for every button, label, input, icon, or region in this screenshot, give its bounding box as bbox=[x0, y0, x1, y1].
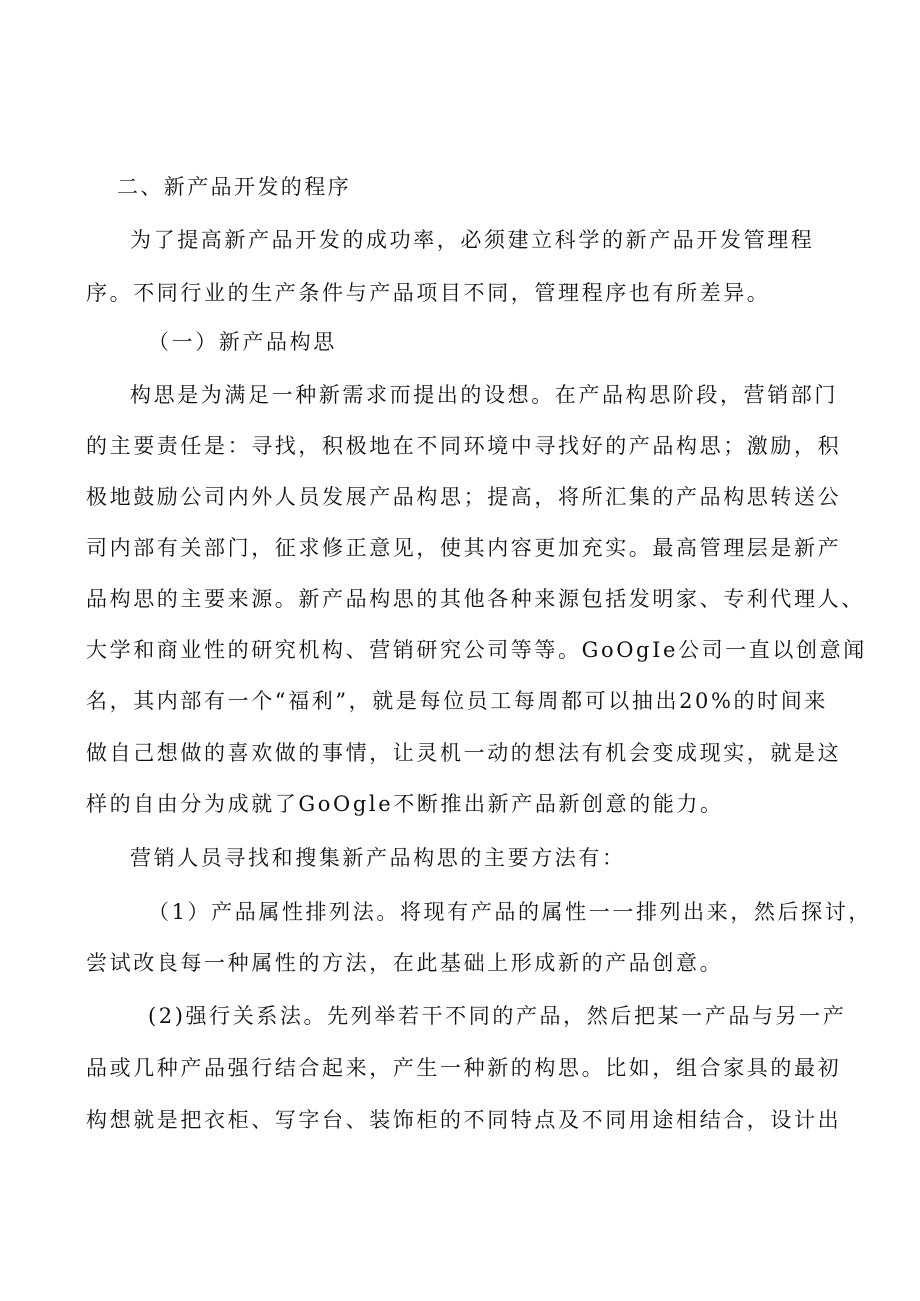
concept-line-6: 大学和商业性的研究机构、营销研究公司等等。GoOgIe公司一直以创意闻 bbox=[86, 638, 867, 662]
section-heading: 二、新产品开发的程序 bbox=[117, 175, 351, 199]
method-2-line-1: (2)强行关系法。先列举若干不同的产品，然后把某一产品与另一产 bbox=[148, 1004, 847, 1028]
methods-intro: 营销人员寻找和搜集新产品构思的主要方法有： bbox=[130, 846, 626, 870]
intro-line-2: 序。不同行业的生产条件与产品项目不同，管理程序也有所差异。 bbox=[86, 281, 771, 305]
intro-line-1: 为了提高新产品开发的成功率，必须建立科学的新产品开发管理程 bbox=[130, 228, 815, 252]
concept-line-5: 品构思的主要来源。新产品构思的其他各种来源包括发明家、专利代理人、 bbox=[86, 587, 865, 611]
subsection-heading: （一）新产品构思 bbox=[148, 330, 337, 354]
concept-line-8: 做自己想做的喜欢做的事情，让灵机一动的想法有机会变成现实，就是这 bbox=[86, 741, 842, 765]
method-1-line-2: 尝试改良每一种属性的方法，在此基础上形成新的产品创意。 bbox=[86, 951, 724, 975]
concept-line-7: 名，其内部有一个“福利”，就是每位员工每周都可以抽出20%的时间来 bbox=[86, 689, 828, 713]
concept-line-3: 极地鼓励公司内外人员发展产品构思；提高，将所汇集的产品构思转送公 bbox=[86, 485, 842, 509]
concept-line-2: 的主要责任是：寻找，积极地在不同环境中寻找好的产品构思；激励，积 bbox=[86, 434, 842, 458]
concept-line-4: 司内部有关部门，征求修正意见，使其内容更加充实。最高管理层是新产 bbox=[86, 536, 842, 560]
method-2-line-3: 构想就是把衣柜、写字台、装饰柜的不同特点及不同用途相结合，设计出 bbox=[86, 1108, 842, 1132]
concept-line-9: 样的自由分为成就了GoOgle不断推出新产品新创意的能力。 bbox=[86, 792, 724, 816]
method-1-line-1: （1）产品属性排列法。将现有产品的属性一一排列出来，然后探讨， bbox=[148, 900, 872, 924]
concept-line-1: 构思是为满足一种新需求而提出的设想。在产品构思阶段，营销部门 bbox=[130, 383, 838, 407]
method-2-line-2: 品或几种产品强行结合起来，产生一种新的构思。比如，组合家具的最初 bbox=[86, 1056, 842, 1080]
